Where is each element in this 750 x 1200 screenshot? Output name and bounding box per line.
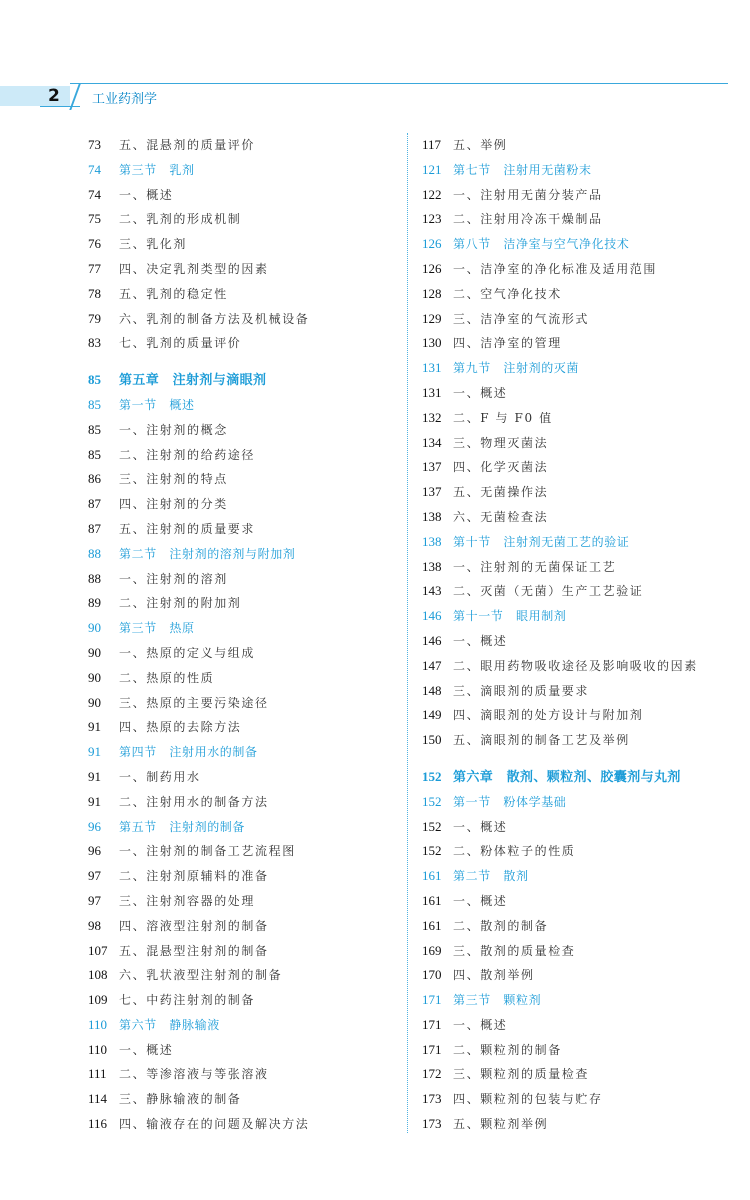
toc-entry-title: 五、举例 [453, 138, 508, 152]
toc-section-entry [88, 542, 309, 567]
toc-item-entry [88, 282, 309, 307]
toc-item-entry [88, 864, 309, 889]
toc-entry-title: 一、注射剂的溶剂 [119, 571, 228, 586]
toc-page-number: 107 [88, 942, 108, 958]
toc-entry-title: 五、注射剂的质量要求 [119, 521, 256, 536]
toc-entry-title: 一、热原的定义与组成 [119, 645, 256, 660]
toc-page-number: 85 [88, 372, 101, 388]
toc-section-entry [422, 158, 698, 183]
toc-entry-title: 四、滴眼剂的处方设计与附加剂 [453, 708, 644, 723]
toc-entry-title: 第六章 散剂、颗粒剂、胶囊剂与丸剂 [453, 769, 681, 785]
toc-item-entry [422, 963, 698, 988]
toc-page-number: 152 [422, 843, 442, 859]
toc-section-entry [422, 790, 698, 815]
toc-page-number: 148 [422, 682, 442, 698]
toc-item-entry [88, 183, 309, 208]
toc-item-entry [88, 591, 309, 616]
toc-page-number: 172 [422, 1066, 442, 1082]
toc-page-number: 98 [88, 917, 101, 933]
toc-page-number: 74 [88, 186, 101, 202]
toc-item-entry [88, 133, 309, 158]
toc-entry-title: 五、滴眼剂的制备工艺及举例 [453, 733, 630, 748]
toc-item-entry [88, 492, 309, 517]
toc-chapter-entry [422, 765, 698, 790]
toc-item-entry [422, 406, 698, 431]
toc-entry-title: 四、注射剂的分类 [119, 497, 228, 512]
toc-section-entry [422, 988, 698, 1013]
toc-page-number: 110 [88, 1016, 108, 1032]
toc-entry-title: 五、混悬型注射剂的制备 [119, 943, 269, 958]
toc-entry-title: 一、概述 [453, 819, 508, 834]
toc-section-entry [422, 530, 698, 555]
toc-item-entry [422, 679, 698, 704]
toc-page-number: 91 [88, 744, 101, 760]
toc-page-number: 96 [88, 818, 101, 834]
toc-entry-title: 第七节 注射用无菌粉末 [453, 162, 592, 177]
toc-entry-title: 第四节 注射用水的制备 [119, 745, 258, 760]
toc-entry-title: 二、等渗溶液与等张溶液 [119, 1067, 269, 1082]
toc-item-entry [422, 282, 698, 307]
toc-entry-title: 第五章 注射剂与滴眼剂 [119, 373, 267, 389]
toc-page-number: 90 [88, 644, 101, 660]
toc-item-entry [422, 815, 698, 840]
toc-entry-title: 一、概述 [453, 633, 508, 648]
toc-entry-title: 第十节 注射剂无菌工艺的验证 [453, 534, 630, 549]
toc-page-number: 117 [422, 137, 442, 152]
toc-item-entry [422, 183, 698, 208]
toc-item-entry [88, 963, 309, 988]
toc-page-number: 114 [88, 1091, 108, 1107]
toc-item-entry [422, 1087, 698, 1112]
toc-page-number: 109 [88, 992, 108, 1008]
toc-page-number: 116 [88, 1116, 108, 1132]
toc-entry-title: 四、散剂举例 [453, 968, 535, 983]
toc-section-entry [422, 232, 698, 257]
toc-page-number: 75 [88, 211, 101, 227]
toc-page-number: 131 [422, 360, 442, 376]
toc-page-number: 111 [88, 1066, 107, 1082]
toc-entry-title: 第九节 注射剂的灭菌 [453, 361, 580, 376]
toc-page-number: 173 [422, 1091, 442, 1107]
toc-page-number: 91 [88, 719, 101, 735]
toc-page-number: 173 [422, 1116, 442, 1132]
toc-entry-title: 第二节 注射剂的溶剂与附加剂 [119, 546, 296, 561]
toc-item-entry [422, 257, 698, 282]
toc-item-entry [88, 715, 309, 740]
toc-entry-title: 第三节 颗粒剂 [453, 993, 542, 1008]
toc-page-number: 87 [88, 520, 101, 536]
toc-page-number: 161 [422, 892, 442, 908]
toc-section-entry [88, 158, 309, 183]
toc-page-number: 152 [422, 793, 442, 809]
toc-entry-title: 二、注射用水的制备方法 [119, 794, 269, 809]
toc-item-entry [422, 480, 698, 505]
toc-item-entry [88, 1087, 309, 1112]
toc-page-number: 78 [88, 285, 101, 301]
toc-entry-title: 二、眼用药物吸收途径及影响吸收的因素 [453, 658, 698, 673]
toc-entry-title: 一、概述 [453, 1017, 508, 1032]
toc-page-number: 126 [422, 236, 442, 252]
toc-item-entry [422, 381, 698, 406]
toc-entry-title: 一、概述 [453, 385, 508, 400]
toc-entry-title: 第八节 洁净室与空气净化技术 [453, 237, 630, 252]
toc-entry-title: 第一节 粉体学基础 [453, 794, 567, 809]
toc-page-number: 85 [88, 396, 101, 412]
toc-page-number: 171 [422, 1041, 442, 1057]
toc-page-number: 161 [422, 917, 442, 933]
toc-page-number: 90 [88, 694, 101, 710]
toc-page-number: 137 [422, 459, 442, 475]
toc-entry-title: 三、散剂的质量检查 [453, 943, 576, 958]
toc-item-entry [88, 1038, 309, 1063]
toc-entry-title: 二、空气净化技术 [453, 286, 562, 301]
toc-page-number: 130 [422, 335, 442, 351]
toc-item-entry [88, 418, 309, 443]
toc-item-entry [88, 988, 309, 1013]
toc-entry-title: 三、注射剂的特点 [119, 472, 228, 487]
toc-page-number: 90 [88, 669, 101, 685]
toc-right-column [422, 133, 698, 1137]
toc-page-number: 152 [422, 768, 442, 784]
toc-entry-title: 一、制药用水 [119, 769, 201, 784]
toc-item-entry [88, 1112, 309, 1137]
toc-item-entry [88, 691, 309, 716]
toc-entry-title: 三、洁净室的气流形式 [453, 311, 590, 326]
toc-page-number: 126 [422, 260, 442, 276]
toc-item-entry [88, 307, 309, 332]
toc-item-entry [88, 641, 309, 666]
toc-page-number: 121 [422, 161, 442, 177]
toc-page-number: 147 [422, 657, 442, 673]
toc-section-entry [422, 864, 698, 889]
toc-page-number: 74 [88, 161, 101, 177]
page-header [0, 78, 750, 114]
toc-item-entry [422, 839, 698, 864]
toc-item-entry [422, 207, 698, 232]
toc-item-entry [88, 1062, 309, 1087]
toc-item-entry [422, 654, 698, 679]
toc-page-number: 150 [422, 732, 442, 748]
toc-item-entry [88, 567, 309, 592]
toc-page-number: 79 [88, 310, 101, 326]
toc-entry-title: 三、物理灭菌法 [453, 435, 549, 450]
toc-item-entry [422, 1112, 698, 1137]
toc-entry-title: 二、粉体粒子的性质 [453, 844, 576, 859]
toc-entry-title: 二、F 与 F0 值 [453, 410, 553, 425]
toc-page-number: 169 [422, 942, 442, 958]
toc-entry-title: 一、注射剂的制备工艺流程图 [119, 844, 296, 859]
toc-entry-title: 一、注射剂的概念 [119, 422, 228, 437]
toc-page-number: 129 [422, 310, 442, 326]
toc-entry-title: 一、注射剂的无菌保证工艺 [453, 559, 617, 574]
toc-section-entry [88, 1013, 309, 1038]
toc-page-number: 90 [88, 620, 101, 636]
toc-page-number: 76 [88, 236, 101, 252]
toc-entry-title: 第三节 乳剂 [119, 162, 195, 177]
toc-item-entry [422, 728, 698, 753]
toc-entry-title: 第六节 静脉输液 [119, 1017, 220, 1032]
column-divider [407, 133, 408, 1133]
toc-item-entry [422, 133, 698, 158]
toc-entry-title: 一、概述 [119, 1042, 174, 1057]
toc-entry-title: 四、溶液型注射剂的制备 [119, 918, 269, 933]
toc-page-number: 86 [88, 471, 101, 487]
toc-page-number: 88 [88, 570, 101, 586]
toc-section-entry [88, 740, 309, 765]
toc-entry-title: 七、中药注射剂的制备 [119, 993, 256, 1008]
toc-item-entry [88, 839, 309, 864]
toc-page-number: 96 [88, 843, 101, 859]
toc-item-entry [88, 517, 309, 542]
toc-page-number: 123 [422, 211, 442, 227]
header-rule [70, 83, 728, 84]
toc-entry-title: 二、注射用冷冻干燥制品 [453, 212, 603, 227]
toc-page-number: 97 [88, 868, 101, 884]
toc-page-number: 122 [422, 186, 442, 202]
toc-item-entry [88, 914, 309, 939]
toc-page-number: 152 [422, 818, 442, 834]
toc-left-column [88, 133, 309, 1137]
toc-entry-title: 一、注射用无菌分装产品 [453, 187, 603, 202]
toc-chapter-entry [88, 368, 309, 393]
toc-page-number: 171 [422, 992, 442, 1008]
toc-page-number: 110 [88, 1041, 108, 1057]
toc-page-number: 143 [422, 583, 442, 599]
toc-item-entry [422, 939, 698, 964]
toc-page-number: 91 [88, 768, 101, 784]
toc-entry-title: 二、散剂的制备 [453, 918, 549, 933]
toc-page-number: 138 [422, 558, 442, 574]
toc-entry-title: 五、乳剂的稳定性 [119, 286, 228, 301]
toc-item-entry [88, 666, 309, 691]
toc-item-entry [88, 467, 309, 492]
toc-item-entry [422, 1013, 698, 1038]
toc-section-entry [88, 616, 309, 641]
toc-entry-title: 二、热原的性质 [119, 670, 215, 685]
toc-item-entry [422, 307, 698, 332]
toc-entry-title: 三、颗粒剂的质量检查 [453, 1067, 590, 1082]
toc-page-number: 170 [422, 967, 442, 983]
page-number: 2 [48, 86, 60, 106]
toc-item-entry [422, 579, 698, 604]
toc-page-number: 146 [422, 632, 442, 648]
toc-entry-title: 六、无菌检查法 [453, 509, 549, 524]
toc-item-entry [422, 703, 698, 728]
toc-item-entry [422, 1062, 698, 1087]
toc-page-number: 149 [422, 707, 442, 723]
toc-entry-title: 一、概述 [119, 187, 174, 202]
toc-page-number: 108 [88, 967, 108, 983]
toc-entry-title: 二、乳剂的形成机制 [119, 212, 242, 227]
toc-item-entry [88, 207, 309, 232]
toc-entry-title: 四、输液存在的问题及解决方法 [119, 1117, 310, 1132]
toc-page-number: 171 [422, 1016, 442, 1032]
toc-entry-title: 六、乳剂的制备方法及机械设备 [119, 311, 310, 326]
toc-entry-title: 三、注射剂容器的处理 [119, 893, 256, 908]
toc-page-number: 91 [88, 793, 101, 809]
toc-item-entry [422, 1038, 698, 1063]
toc-item-entry [422, 629, 698, 654]
toc-page-number: 132 [422, 409, 442, 425]
toc-page-number: 131 [422, 384, 442, 400]
toc-entry-title: 三、乳化剂 [119, 237, 188, 252]
toc-entry-title: 七、乳剂的质量评价 [119, 336, 242, 351]
toc-item-entry [422, 431, 698, 456]
toc-item-entry [88, 232, 309, 257]
toc-page-number: 88 [88, 545, 101, 561]
toc-entry-title: 五、混悬剂的质量评价 [119, 138, 256, 152]
toc-item-entry [422, 455, 698, 480]
toc-section-entry [422, 356, 698, 381]
toc-entry-title: 六、乳状液型注射剂的制备 [119, 968, 283, 983]
toc-item-entry [422, 914, 698, 939]
toc-page-number: 138 [422, 533, 442, 549]
toc-page-number: 161 [422, 868, 442, 884]
toc-entry-title: 第十一节 眼用制剂 [453, 609, 567, 624]
toc-entry-title: 第二节 散剂 [453, 869, 529, 884]
toc-entry-title: 一、概述 [453, 893, 508, 908]
toc-entry-title: 二、颗粒剂的制备 [453, 1042, 562, 1057]
toc-entry-title: 五、颗粒剂举例 [453, 1117, 549, 1132]
toc-page-number: 137 [422, 484, 442, 500]
toc-page-number: 73 [88, 137, 101, 152]
toc-item-entry [88, 889, 309, 914]
toc-item-entry [88, 939, 309, 964]
toc-entry-title: 第五节 注射剂的制备 [119, 819, 246, 834]
toc-entry-title: 四、洁净室的管理 [453, 336, 562, 351]
toc-entry-title: 二、注射剂原辅料的准备 [119, 869, 269, 884]
toc-entry-title: 四、颗粒剂的包装与贮存 [453, 1092, 603, 1107]
toc-entry-title: 二、灭菌（无菌）生产工艺验证 [453, 584, 644, 599]
toc-entry-title: 四、决定乳剂类型的因素 [119, 261, 269, 276]
toc-page-number: 85 [88, 446, 101, 462]
toc-item-entry [88, 765, 309, 790]
toc-page-number: 138 [422, 508, 442, 524]
toc-item-entry [422, 331, 698, 356]
toc-item-entry [88, 257, 309, 282]
toc-page-number: 128 [422, 285, 442, 301]
toc-item-entry [88, 443, 309, 468]
toc-entry-title: 五、无菌操作法 [453, 485, 549, 500]
toc-entry-title: 三、静脉输液的制备 [119, 1092, 242, 1107]
toc-item-entry [422, 505, 698, 530]
toc-section-entry [422, 604, 698, 629]
toc-entry-title: 第一节 概述 [119, 397, 195, 412]
toc-entry-title: 二、注射剂的给药途径 [119, 447, 256, 462]
toc-entry-title: 三、滴眼剂的质量要求 [453, 683, 590, 698]
toc-page-number: 134 [422, 434, 442, 450]
toc-item-entry [88, 790, 309, 815]
toc-entry-title: 第三节 热原 [119, 621, 195, 636]
toc-section-entry [88, 815, 309, 840]
toc-page-number: 146 [422, 608, 442, 624]
toc-page-number: 87 [88, 496, 101, 512]
toc-section-entry [88, 393, 309, 418]
book-title: 工业药剂学 [92, 92, 158, 107]
toc-entry-title: 四、热原的去除方法 [119, 720, 242, 735]
toc-entry-title: 一、洁净室的净化标准及适用范围 [453, 261, 658, 276]
toc-item-entry [422, 889, 698, 914]
toc-item-entry [422, 555, 698, 580]
toc-page-number: 83 [88, 335, 101, 351]
header-underline [40, 106, 80, 107]
toc-entry-title: 四、化学灭菌法 [453, 460, 549, 475]
toc-page-number: 89 [88, 595, 101, 611]
toc-entry-title: 三、热原的主要污染途径 [119, 695, 269, 710]
toc-entry-title: 二、注射剂的附加剂 [119, 596, 242, 611]
toc-page-number: 77 [88, 260, 101, 276]
toc-page-number: 85 [88, 421, 101, 437]
toc-page-number: 97 [88, 892, 101, 908]
toc-item-entry [88, 331, 309, 356]
